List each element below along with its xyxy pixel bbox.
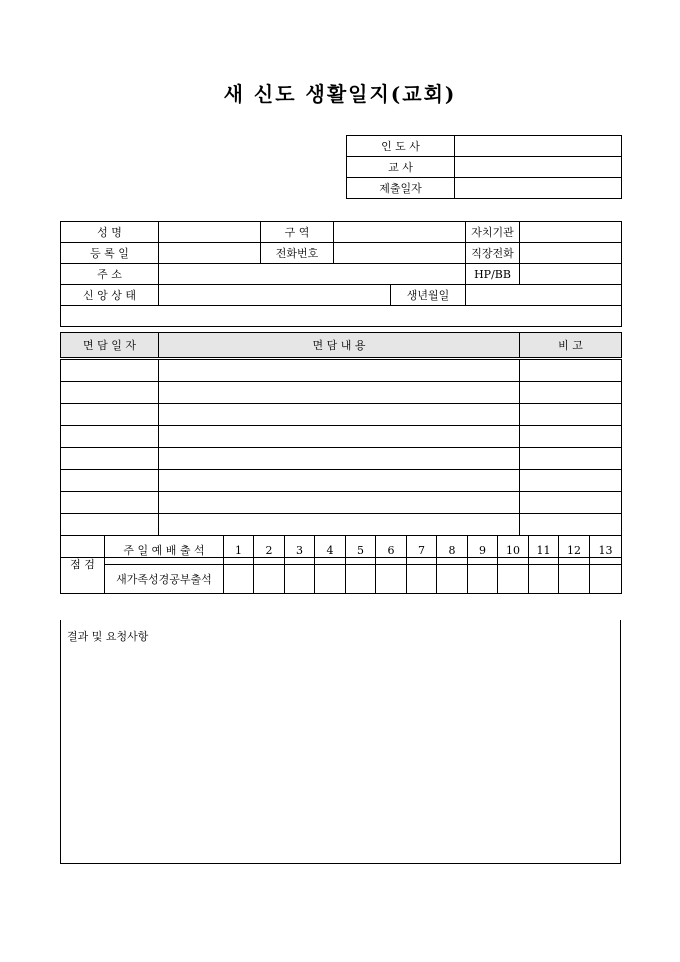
- attendance-cell[interactable]: [224, 565, 254, 594]
- work-phone-label: 직장전화: [466, 243, 520, 264]
- week-number: 11: [529, 536, 559, 565]
- log-row: [61, 404, 622, 426]
- attendance-cell[interactable]: [468, 565, 498, 594]
- log-note-cell[interactable]: [520, 492, 622, 514]
- log-date-cell[interactable]: [61, 448, 159, 470]
- week-number: 12: [559, 536, 590, 565]
- log-date-cell[interactable]: [61, 426, 159, 448]
- address-label: 주 소: [61, 264, 159, 285]
- name-field[interactable]: [159, 222, 261, 243]
- agency-label: 자치기관: [466, 222, 520, 243]
- log-row: [61, 448, 622, 470]
- member-info-table: [60, 221, 622, 327]
- agency-field[interactable]: [520, 222, 622, 243]
- hp-field[interactable]: [520, 264, 622, 285]
- log-content-cell[interactable]: [159, 359, 520, 382]
- log-row: [61, 470, 622, 492]
- log-content-cell[interactable]: [159, 404, 520, 426]
- log-date-cell[interactable]: [61, 404, 159, 426]
- log-date-cell[interactable]: [61, 359, 159, 382]
- attendance-cell[interactable]: [407, 565, 437, 594]
- log-content-cell[interactable]: [159, 470, 520, 492]
- log-row: [61, 514, 622, 536]
- col-interview-content: 면 담 내 용: [159, 333, 520, 359]
- log-note-cell[interactable]: [520, 404, 622, 426]
- check-side-label: 점 검: [61, 536, 105, 594]
- log-date-cell[interactable]: [61, 492, 159, 514]
- log-content-cell[interactable]: [159, 492, 520, 514]
- attendance-cell[interactable]: [315, 565, 346, 594]
- work-phone-field[interactable]: [520, 243, 622, 264]
- week-number: 8: [437, 536, 468, 565]
- week-number: 10: [498, 536, 529, 565]
- faith-status-label: 신 앙 상 태: [61, 285, 159, 306]
- guide-label: 인 도 사: [347, 136, 455, 157]
- register-date-field[interactable]: [159, 243, 261, 264]
- area-field[interactable]: [334, 222, 466, 243]
- attendance-cell[interactable]: [529, 565, 559, 594]
- week-number: 2: [254, 536, 285, 565]
- log-note-cell[interactable]: [520, 448, 622, 470]
- log-row: [61, 382, 622, 404]
- week-number: 7: [407, 536, 437, 565]
- log-content-cell[interactable]: [159, 426, 520, 448]
- col-interview-date: 면 담 일 자: [61, 333, 159, 359]
- log-note-cell[interactable]: [520, 426, 622, 448]
- submit-date-field[interactable]: [455, 178, 622, 199]
- week-number: 3: [285, 536, 315, 565]
- attendance-cell[interactable]: [498, 565, 529, 594]
- result-request-label: 결과 및 요청사항: [67, 630, 149, 643]
- log-content-cell[interactable]: [159, 514, 520, 536]
- birth-date-field[interactable]: [466, 285, 622, 306]
- log-note-cell[interactable]: [520, 514, 622, 536]
- week-number: 1: [224, 536, 254, 565]
- name-label: 성 명: [61, 222, 159, 243]
- log-row: [61, 359, 622, 382]
- log-content-cell[interactable]: [159, 448, 520, 470]
- sunday-attendance-row: [61, 536, 622, 565]
- log-date-cell[interactable]: [61, 470, 159, 492]
- hp-label: HP/BB: [466, 264, 520, 285]
- week-number: 6: [376, 536, 407, 565]
- page-title: 새 신도 생활일지(교회): [223, 82, 457, 106]
- attendance-cell[interactable]: [590, 565, 622, 594]
- result-request-box[interactable]: [60, 620, 621, 864]
- spacer-row: [61, 306, 622, 327]
- submit-date-label: 제출일자: [347, 178, 455, 199]
- birth-date-label: 생년월일: [391, 285, 466, 306]
- interview-log-table: [60, 332, 622, 558]
- phone-label: 전화번호: [261, 243, 334, 264]
- attendance-cell[interactable]: [559, 565, 590, 594]
- attendance-check-table: [60, 535, 622, 594]
- attendance-cell[interactable]: [437, 565, 468, 594]
- attendance-cell[interactable]: [285, 565, 315, 594]
- guide-field[interactable]: [455, 136, 622, 157]
- log-note-cell[interactable]: [520, 359, 622, 382]
- approval-row-teacher: [347, 157, 622, 178]
- attendance-cell[interactable]: [254, 565, 285, 594]
- approval-row-guide: [347, 136, 622, 157]
- log-note-cell[interactable]: [520, 470, 622, 492]
- week-number: 4: [315, 536, 346, 565]
- log-row: [61, 426, 622, 448]
- week-number: 13: [590, 536, 622, 565]
- approval-row-date: [347, 178, 622, 199]
- teacher-label: 교 사: [347, 157, 455, 178]
- approval-table: [346, 135, 622, 199]
- week-number: 5: [346, 536, 376, 565]
- week-number: 9: [468, 536, 498, 565]
- log-date-cell[interactable]: [61, 514, 159, 536]
- faith-status-field[interactable]: [159, 285, 391, 306]
- log-row: [61, 492, 622, 514]
- area-label: 구 역: [261, 222, 334, 243]
- teacher-field[interactable]: [455, 157, 622, 178]
- log-header-row: [61, 333, 622, 359]
- sunday-attendance-label: 주 일 예 배 출 석: [105, 536, 224, 565]
- log-note-cell[interactable]: [520, 382, 622, 404]
- bible-study-attendance-row: [61, 565, 622, 594]
- attendance-cell[interactable]: [376, 565, 407, 594]
- log-date-cell[interactable]: [61, 382, 159, 404]
- phone-field[interactable]: [334, 243, 466, 264]
- attendance-cell[interactable]: [346, 565, 376, 594]
- address-field[interactable]: [159, 264, 466, 285]
- log-content-cell[interactable]: [159, 382, 520, 404]
- bible-study-attendance-label: 새가족성경공부출석: [105, 565, 224, 594]
- register-date-label: 등 록 일: [61, 243, 159, 264]
- col-note: 비 고: [520, 333, 622, 359]
